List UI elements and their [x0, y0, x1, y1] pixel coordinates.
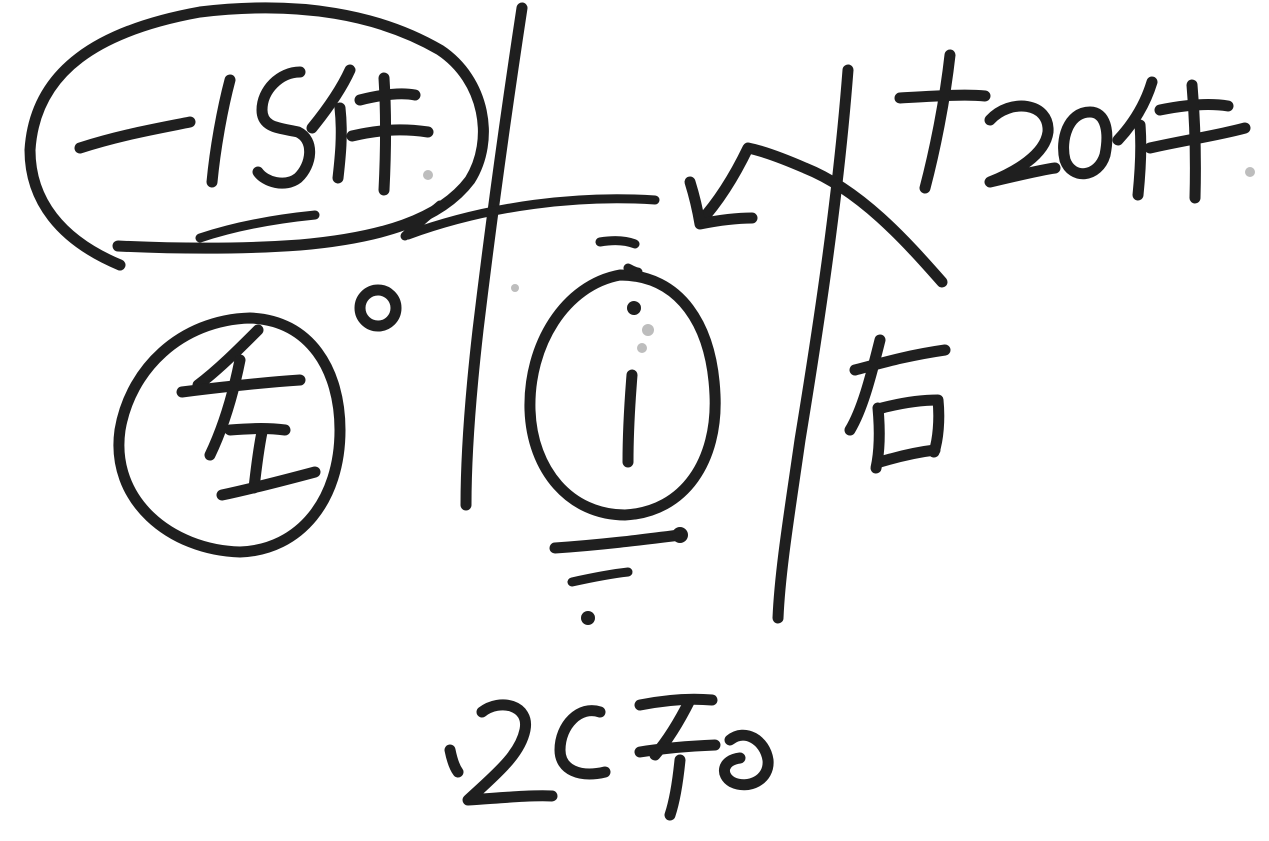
small-circle-mark — [360, 290, 396, 326]
handwriting-right-value — [900, 55, 1245, 198]
center-underline-2 — [572, 572, 628, 582]
handwriting-left-label — [182, 330, 315, 495]
cursor-dot — [581, 611, 595, 625]
right-divider-line — [778, 70, 848, 618]
handwriting-bottom-label — [450, 699, 768, 815]
center-label-oval — [530, 275, 715, 515]
center-underline-1 — [555, 535, 680, 548]
handwriting-right-label — [850, 340, 945, 468]
handwriting-left-value — [80, 70, 428, 238]
